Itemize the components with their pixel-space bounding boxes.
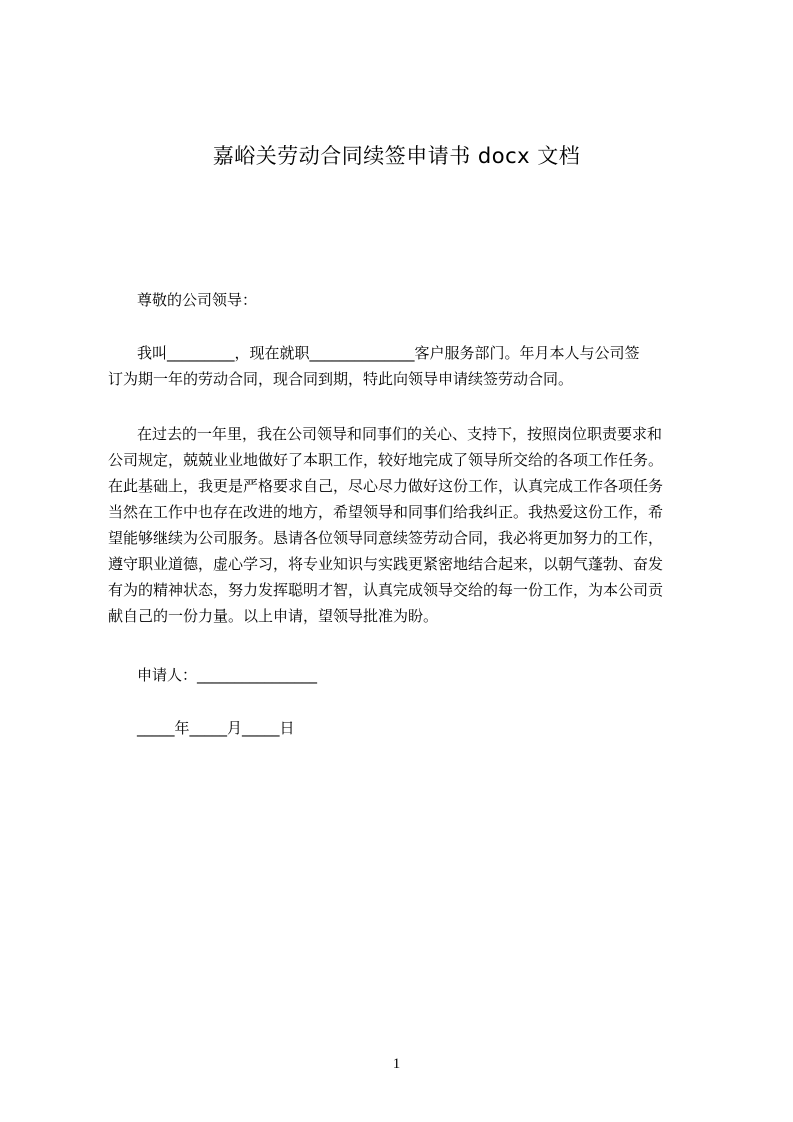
paragraph-line: 遵守职业道德，虚心学习，将专业知识与实践更紧密地结合起来，以朝气蓬勃、奋发 bbox=[108, 555, 664, 573]
applicant-signature-line: 申请人：________________ bbox=[137, 666, 318, 684]
paragraph-line: 有为的精神状态，努力发挥聪明才智，认真完成领导交给的每一份工作，为本公司贡 bbox=[108, 581, 664, 599]
paragraph-line: 我叫_________，现在就职______________客户服务部门。年月本人与公司签 bbox=[137, 344, 640, 362]
paragraph-line: 献自己的一份力量。以上申请，望领导批准为盼。 bbox=[108, 607, 439, 625]
paragraph-line: 公司规定，兢兢业业地做好了本职工作，较好地完成了领导所交给的各项工作任务。 bbox=[108, 451, 664, 469]
date-line: _____年_____月_____日 bbox=[137, 719, 295, 737]
paragraph-line: 当然在工作中也存在改进的地方，希望领导和同事们给我纠正。我热爱这份工作，希 bbox=[108, 503, 664, 521]
paragraph-line: 望能够继续为公司服务。恳请各位领导同意续签劳动合同，我必将更加努力的工作， bbox=[108, 529, 664, 547]
paragraph-intro bbox=[108, 340, 708, 392]
document-title: 嘉峪关劳动合同续签申请书 docx 文档 bbox=[212, 144, 581, 168]
salutation: 尊敬的公司领导： bbox=[137, 291, 258, 309]
paragraph-line: 在此基础上，我更是严格要求自己，尽心尽力做好这份工作，认真完成工作各项任务 bbox=[108, 477, 664, 495]
paragraph-body bbox=[108, 421, 708, 629]
paragraph-line: 在过去的一年里，我在公司领导和同事们的关心、支持下，按照岗位职责要求和 bbox=[137, 425, 663, 443]
paragraph-line: 订为期一年的劳动合同，现合同到期，特此向领导申请续签劳动合同。 bbox=[108, 370, 574, 388]
page-number: 1 bbox=[392, 1056, 401, 1072]
